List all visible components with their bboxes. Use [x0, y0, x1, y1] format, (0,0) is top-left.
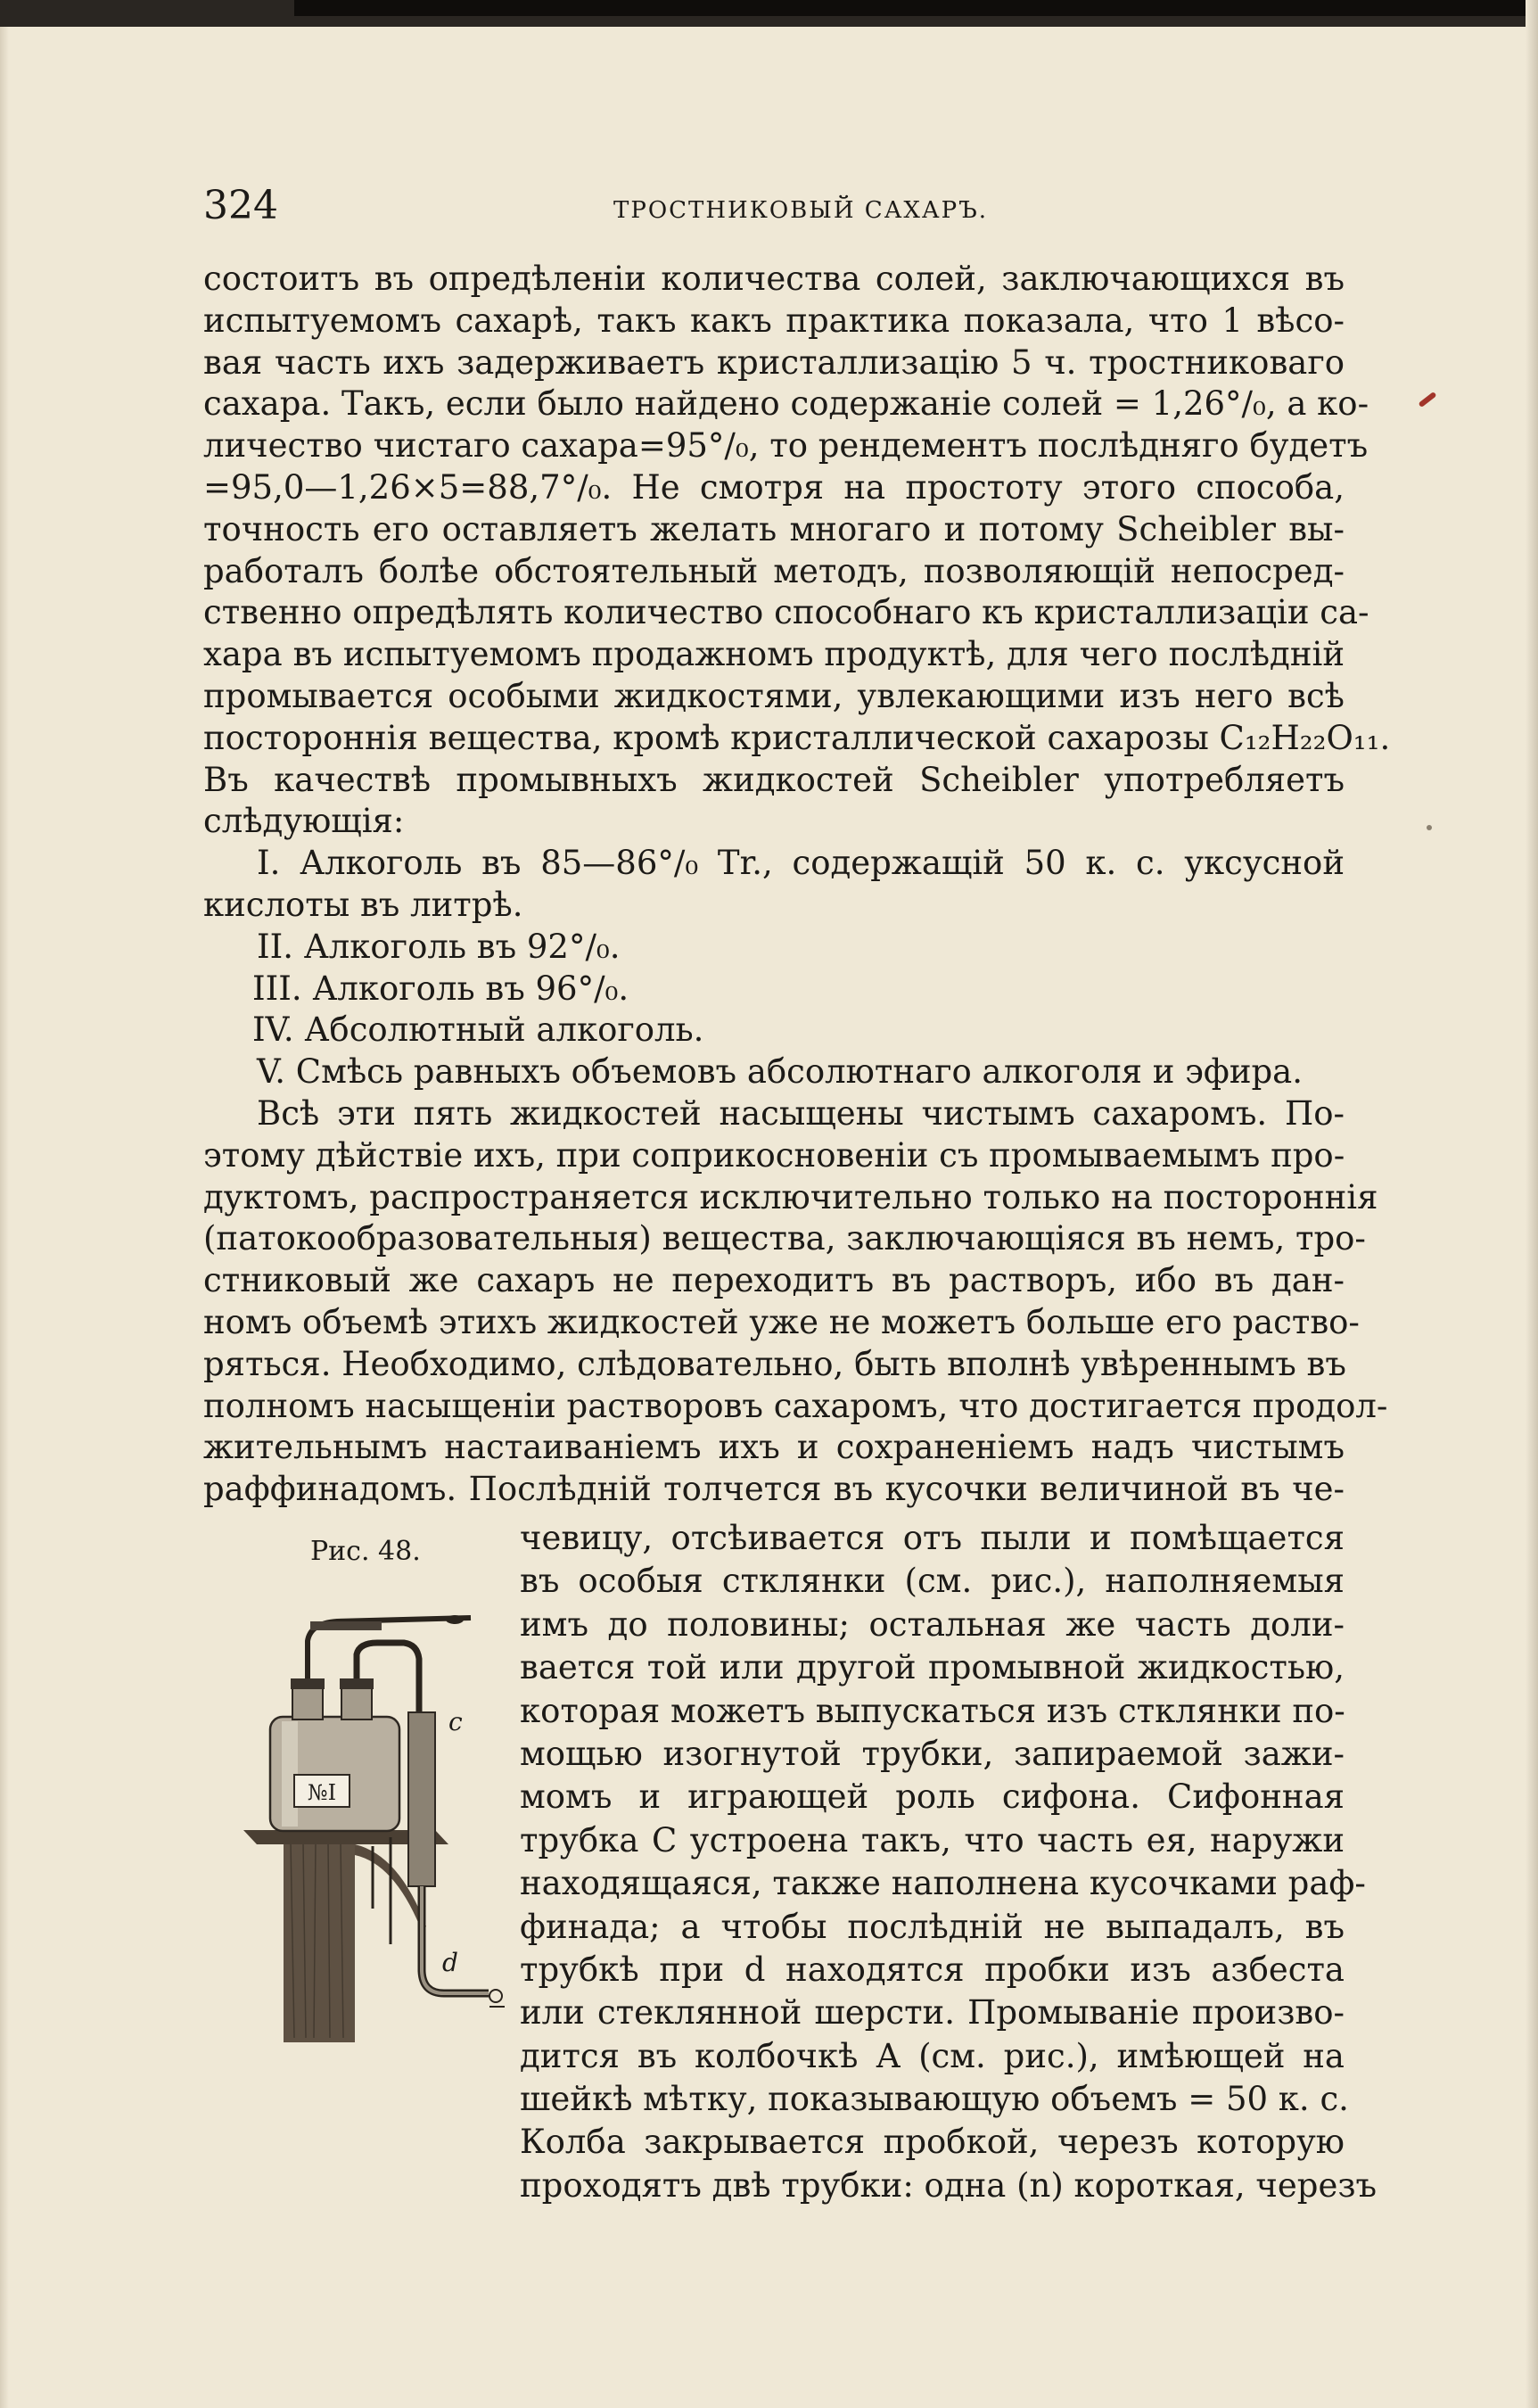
body-line: ряться. Необходимо, слѣдовательно, быть вполнѣ увѣреннымъ въ — [203, 1344, 1346, 1383]
list-item: III. Алкоголь въ 96°/₀. — [252, 969, 629, 1008]
wrap-line: имъ до половины; остальная же часть доли- — [520, 1604, 1345, 1644]
body-line: хара въ испытуемомъ продажномъ продуктѣ, для чего послѣдній — [203, 635, 1345, 674]
wrap-line: финада; а чтобы послѣдній не выпадалъ, въ — [520, 1907, 1345, 1946]
body-line: работалъ болѣе обстоятельный методъ, позволяющій непосред- — [203, 551, 1345, 590]
body-line: Всѣ эти пять жидкостей насыщены чистымъ сахаромъ. По- — [257, 1093, 1345, 1133]
body-line: дуктомъ, распространяется исключительно только на постороннія — [203, 1177, 1378, 1216]
wrap-line: мощью изогнутой трубки, запираемой зажи- — [520, 1734, 1345, 1773]
body-line: номъ объемѣ этихъ жидкостей уже не можетъ больше его раство- — [203, 1302, 1360, 1341]
figure-48 — [203, 1516, 515, 2087]
sugar-washing-apparatus-illustration — [221, 1587, 515, 2069]
body-line: раффинадомъ. Послѣдній толчется въ кусочки величиной въ че- — [203, 1470, 1345, 1509]
body-line: стниковый же сахаръ не переходитъ въ растворъ, ибо въ дан- — [203, 1261, 1345, 1300]
body-line: полномъ насыщеніи растворовъ сахаромъ, что достигается продол- — [203, 1386, 1388, 1425]
body-line: (патокообразовательныя) вещества, заключающіяся въ немъ, тро- — [203, 1219, 1366, 1258]
body-line: личество чистаго сахара=95°/₀, то рендементъ послѣдняго будетъ — [203, 426, 1369, 466]
page-left-edge — [0, 27, 9, 2408]
wrap-line: чевицу, отсѣивается отъ пыли и помѣщается — [520, 1519, 1345, 1557]
body-line: испытуемомъ сахарѣ, такъ какъ практика показала, что 1 вѣсо- — [203, 301, 1345, 340]
body-line: этому дѣйствіе ихъ, при соприкосновеніи съ промываемымъ про- — [203, 1135, 1345, 1175]
list-item: I. Алкоголь въ 85—86°/₀ Tr., содержащій 50 к. с. уксусной — [257, 844, 1345, 883]
body-line: слѣдующія: — [203, 802, 405, 841]
body-line: жительнымъ настаиваніемъ ихъ и сохраненіемъ надъ чистымъ — [203, 1428, 1345, 1467]
body-line: =95,0—1,26×5=88,7°/₀. Не смотря на простоту этого способа, — [203, 467, 1345, 507]
page-header — [203, 183, 1345, 236]
list-item: II. Алкоголь въ 92°/₀. — [257, 927, 621, 966]
bottle-label: №I — [307, 1780, 337, 1805]
pencil-mark — [1418, 392, 1436, 408]
list-item: IV. Абсолютный алкоголь. — [252, 1010, 704, 1050]
wrap-line: вается той или другой промывной жидкостью, — [520, 1648, 1345, 1687]
wrap-line: момъ и играющей роль сифона. Сифонная — [520, 1777, 1345, 1817]
body-line: точность его оставляетъ желать многаго и потому Scheibler вы- — [203, 509, 1345, 548]
body-line: сахара. Такъ, если было найдено содержаніе солей = 1,26°/₀, а ко- — [203, 384, 1369, 424]
scan-top-border — [0, 0, 1538, 27]
wrap-line: трубка С устроена такъ, что часть ея, наружи — [520, 1820, 1345, 1860]
figure-wrap-text — [520, 1517, 1378, 2207]
label-d: d — [442, 1948, 458, 1977]
page-body — [203, 259, 1391, 1511]
body-line: постороннія вещества, кромѣ кристаллической сахарозы C₁₂H₂₂O₁₁. — [203, 718, 1391, 757]
wrap-line: Колба закрывается пробкой, черезъ которую — [520, 2123, 1345, 2162]
body-line: промывается особыми жидкостями, увлекающими изъ него всѣ — [203, 676, 1345, 715]
scan-top-tab — [294, 0, 1538, 16]
figure-caption: Рис. 48. — [310, 1536, 421, 1567]
ink-dot — [1427, 825, 1432, 830]
page-right-edge — [1526, 0, 1538, 2408]
body-line: Въ качествѣ промывныхъ жидкостей Scheibler употребляетъ — [203, 760, 1345, 799]
wrap-line: трубкѣ при d находятся пробки изъ азбеста — [520, 1950, 1345, 1989]
list-item: V. Смѣсь равныхъ объемовъ абсолютнаго алкоголя и эфира. — [257, 1052, 1303, 1092]
label-c: c — [448, 1707, 463, 1736]
list-item-continuation: кислоты въ литрѣ. — [203, 885, 523, 924]
body-line: состоитъ въ опредѣленіи количества солей, заключающихся въ — [203, 260, 1345, 298]
wrap-line: которая можетъ выпускаться изъ стклянки по- — [520, 1691, 1345, 1730]
wrap-line: въ особыя стклянки (см. рис.), наполняемыя — [520, 1562, 1345, 1601]
wrap-line: дится въ колбочкѣ А (см. рис.), имѣющей на — [520, 2036, 1345, 2075]
page-number: 324 — [203, 183, 278, 228]
wrap-line: или стеклянной шерсти. Промываніе произво- — [520, 1993, 1345, 2033]
body-line: вая часть ихъ задерживаетъ кристаллизацію 5 ч. тростниковаго — [203, 342, 1345, 382]
body-line: ственно опредѣлять количество способнаго къ кристаллизаціи са- — [203, 593, 1369, 632]
wrap-line: шейкѣ мѣтку, показывающую объемъ = 50 к. с. — [520, 2080, 1349, 2119]
wrap-line: проходятъ двѣ трубки: одна (n) короткая, черезъ — [520, 2165, 1378, 2205]
running-title: ТРОСТНИКОВЫЙ САХАРЪ. — [613, 197, 988, 224]
wrap-line: находящаяся, также наполнена кусочками раф- — [520, 1864, 1366, 1903]
